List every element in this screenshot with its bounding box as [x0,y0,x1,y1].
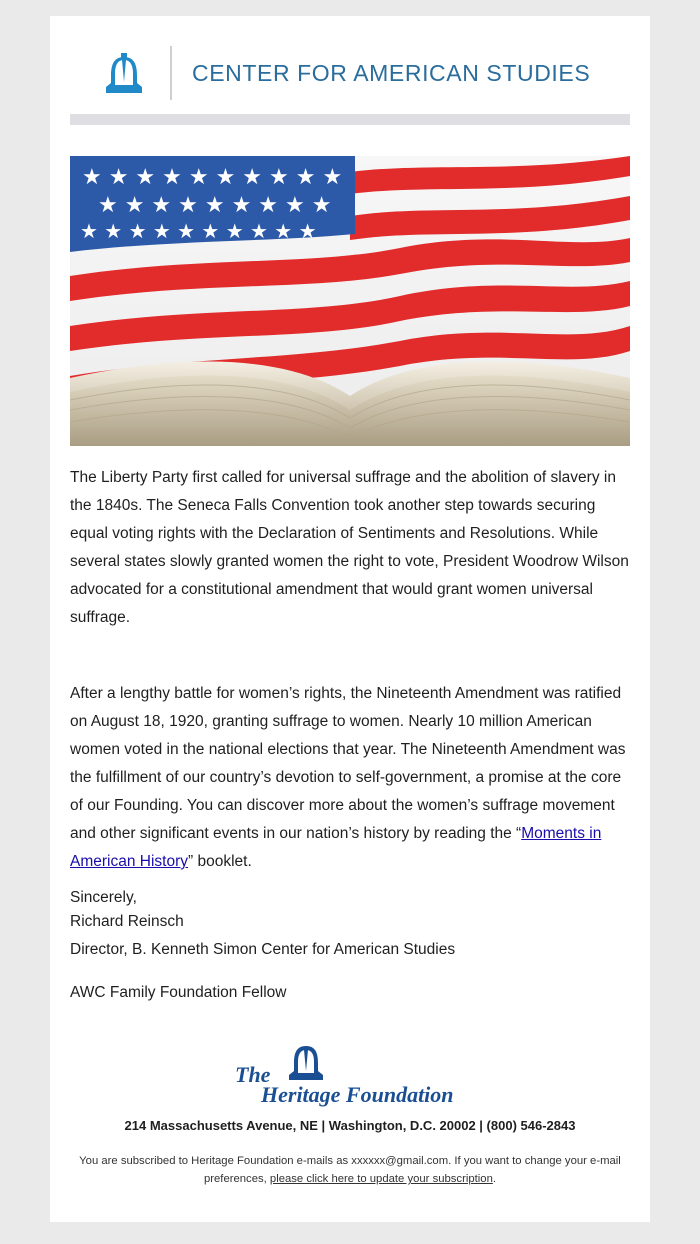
liberty-bell-icon [102,52,146,96]
signature-fellow: AWC Family Foundation Fellow [70,984,287,1001]
body-paragraph-1: The Liberty Party first called for universal suffrage and the abolition of slavery in the 1840s. The Seneca Falls Convention took another step towards securing equal voting rights with the Declaration of Sentiments and Resolutions. While several states slowly granted women the right to vote, President Woodrow Wilson advocated for a constitutional amendment that would grant women universal suffrage. [70,469,629,626]
header-title: CENTER FOR AMERICAN STUDIES [192,60,591,86]
moments-in-american-history-link[interactable]: Moments in American History [70,825,602,870]
email-card [50,16,650,1222]
paragraph-2-end: ” booklet. [188,853,252,870]
hero-image [70,156,630,446]
email-header [50,16,650,114]
heritage-foundation-logo[interactable] [235,1044,475,1114]
paragraph-2-text: After a lengthy battle for women’s rights, the Nineteenth Amendment was ratified on August 18, 1920, granting suffrage to women. Nearly 10 million American women voted in the national elections that year. The Nineteenth Amendment was the fulfillment of our country’s devotion to self-government, a promise at the core of our Founding. You can discover more about the women’s suffrage movement and other significant events in our nation’s history by reading the “ [70,685,626,842]
subscription-notice [70,1152,630,1188]
svg-text:★ ★ ★ ★ ★ ★ ★ ★ ★: ★ ★ ★ ★ ★ ★ ★ ★ ★ [98,193,332,218]
svg-text:★ ★ ★ ★ ★ ★ ★ ★ ★ ★: ★ ★ ★ ★ ★ ★ ★ ★ ★ ★ [82,165,343,190]
footer-address: 214 Massachusetts Avenue, NE | Washington, D.C. 20002 | (800) 546-2843 [124,1118,576,1133]
header-divider [170,46,172,100]
body-paragraph-2 [70,680,632,876]
subscription-end: . [492,1173,496,1185]
signature-title: Director, B. Kenneth Simon Center for American Studies [70,941,456,958]
signature-closing: Sincerely, [70,889,137,906]
heritage-bell-icon [287,1044,325,1082]
header-underline-bar [70,114,630,125]
heritage-logo-the: The [235,1062,271,1087]
svg-text:★ ★ ★ ★ ★ ★ ★ ★ ★ ★: ★ ★ ★ ★ ★ ★ ★ ★ ★ ★ [80,219,317,243]
subscription-text: You are subscribed to Heritage Foundation e-mails as xxxxxx@gmail.com. If you want to change your e-mail preferences, [79,1155,621,1185]
update-subscription-link[interactable]: please click here to update your subscription [269,1173,493,1185]
signature-name: Richard Reinsch [70,913,184,930]
flag-and-book-illustration [70,156,630,446]
heritage-logo-name: Heritage Foundation [261,1082,454,1107]
